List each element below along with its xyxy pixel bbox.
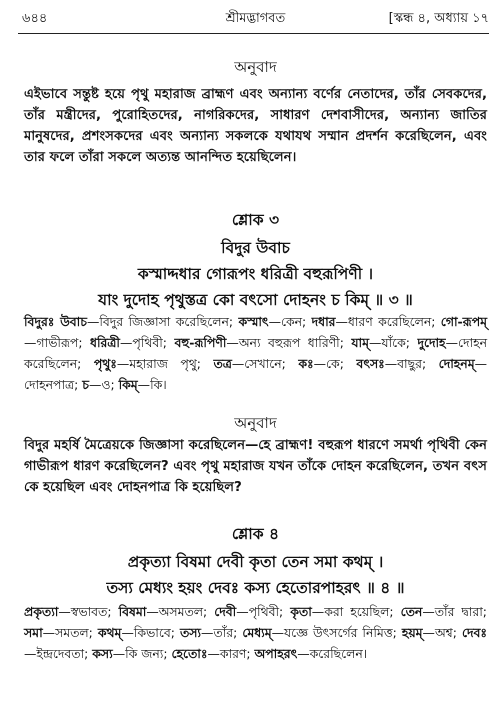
gloss-term: তেন	[400, 604, 423, 619]
gloss-term: দুদোহ	[417, 335, 446, 350]
sloka-verse	[24, 549, 487, 601]
sloka-3-block	[24, 208, 487, 313]
gloss-dash: —	[201, 625, 214, 640]
translation-paragraph-1: এইভাবে সন্তুষ্ট হয়ে পৃথু মহারাজ ব্রাহ্মণ এবং অন্যান্য বর্ণের নেতাদের, তাঁর সেবকদের, তাঁর মন্ত্রীদের, পুরোহিতদের, নাগরিকদের, সাধারণ দেশবাসীদের, অন্যান্য জাতির মানুষদের, প্রশংসকদের এবং অন্যান্য সকলকে যথাযথ সম্মান প্রদর্শন করেছিলেন, এবং তার ফলে তাঁরা সকলে অত্যন্ত আনন্দিত হয়েছিলেন।	[24, 87, 487, 165]
sloka-4-block	[24, 522, 487, 601]
gloss-meaning: অন্য বহুরূপ ধারিণী;	[238, 335, 352, 350]
gloss-term: গো-রূপম্	[440, 314, 487, 329]
gloss-dash: —	[42, 625, 56, 640]
gloss-term: দোহনম্	[438, 356, 475, 371]
gloss-dash: —	[311, 604, 325, 619]
gloss-dash: —	[422, 604, 435, 619]
gloss-term: বিদুরঃ উবাচ	[24, 314, 87, 329]
gloss-meaning: অশ্ব;	[434, 625, 462, 640]
gloss-dash: —	[24, 335, 37, 350]
gloss-meaning: পৃথিবী;	[248, 604, 291, 619]
translation-paragraph-2: বিদুর মহর্ষি মৈত্রেয়কে জিজ্ঞাসা করেছিলেন—হে ব্রাহ্মণ! বহুরূপ ধারণে সমর্থা পৃথিবী কেন গাভীরূপ ধারণ করেছিলেন? এবং পৃথু মহারাজ যখন তাঁকে দোহন করেছিলেন, তখন বৎস কে হয়েছিল এবং দোহনপাত্র কি হয়েছিল?	[24, 438, 487, 495]
gloss-meaning: দোহনপাত্র;	[24, 377, 83, 392]
gloss-meaning: বাছুর;	[397, 356, 439, 371]
translation-heading: অনুবাদ	[234, 414, 277, 432]
sloka-title: শ্লোক ৩	[231, 211, 280, 229]
gloss-term: ধরিত্রী	[90, 335, 120, 350]
gloss-meaning: ইন্দ্রদেবতা;	[36, 646, 93, 661]
gloss-term: তস্য	[179, 625, 202, 640]
gloss-dash: —	[268, 314, 281, 329]
translation-heading-1-block	[24, 56, 487, 81]
gloss-meaning: ও;	[101, 377, 119, 392]
gloss-dash: —	[58, 604, 71, 619]
verse-line: প্রকৃত্যা বিষমা দেবী কৃতা তেন সমা কথম্ ।	[127, 553, 384, 571]
gloss-meaning: ধারণ করেছিলেন;	[347, 314, 441, 329]
gloss-term: কথম্	[97, 625, 122, 640]
gloss-dash: —	[137, 377, 151, 392]
gloss-dash: —	[119, 335, 133, 350]
gloss-dash: —	[369, 335, 382, 350]
gloss-meaning: বিদুর জিজ্ঞাসা করেছিলেন;	[99, 314, 239, 329]
gloss-term: কস্য	[92, 646, 113, 661]
gloss-dash: —	[226, 335, 239, 350]
gloss-meaning: যজ্ঞে উৎসর্গের নিমিত্ত;	[284, 625, 402, 640]
gloss-meaning: মহারাজ পৃথু;	[129, 356, 214, 371]
gloss-dash: —	[207, 646, 220, 661]
gloss-dash: —	[271, 625, 285, 640]
gloss-term: কস্মাৎ	[238, 314, 269, 329]
gloss-meaning: করেছিলেন।	[309, 646, 368, 661]
verse-line: কস্মাদ্দধার গোরূপং ধরিত্রী বহুরূপিণী ।	[137, 265, 374, 283]
gloss-dash: —	[445, 335, 458, 350]
gloss-term: মেধ্যম্	[242, 625, 272, 640]
gloss-meaning: কারণ;	[219, 646, 255, 661]
gloss-meaning: পৃথিবী;	[132, 335, 175, 350]
gloss-term: যাম্	[351, 335, 369, 350]
page-number: ৬৪৪	[22, 11, 48, 26]
gloss-term: প্রকৃত্যা	[24, 604, 59, 619]
gloss-dash: —	[24, 646, 37, 661]
verse-line: বিদুর উবাচ	[221, 239, 290, 257]
gloss-dash: —	[474, 356, 487, 371]
gloss-meaning: তাঁর দ্বারা;	[434, 604, 487, 619]
gloss-term: পৃথুঃ	[93, 356, 117, 371]
gloss-term: দেবী	[214, 604, 237, 619]
gloss-dash: —	[313, 356, 326, 371]
gloss-meaning: গাভীরূপ;	[36, 335, 90, 350]
gloss-term: হেতোঃ	[171, 646, 208, 661]
gloss-meaning: স্বভাবত;	[70, 604, 119, 619]
gloss-term: কৃতা	[290, 604, 312, 619]
gloss-term: হয়ম্	[401, 625, 423, 640]
gloss-dash: —	[297, 646, 310, 661]
verse-line: তস্য মেধ্যং হয়ং দেবঃ কস্য হেতোরপাহরৎ ॥ ৪ ॥	[106, 579, 405, 597]
gloss-term: বৎসঃ	[356, 356, 385, 371]
gloss-term: সমা	[24, 625, 43, 640]
gloss-meaning: সেখানে;	[244, 356, 299, 371]
gloss-meaning: কি জন্য;	[125, 646, 172, 661]
gloss-dash: —	[422, 625, 435, 640]
gloss-term: তত্র	[213, 356, 232, 371]
chapter-reference: [স্কন্ধ ৪, অধ্যায় ১৭	[388, 11, 489, 26]
gloss-dash: —	[146, 604, 159, 619]
word-gloss-3	[24, 311, 487, 395]
header-rule	[18, 33, 489, 34]
verse-line: যাং দুদোহ পৃথুস্তত্র কো বৎসো দোহনং চ কিম্ ॥ ৩ ॥	[98, 291, 413, 309]
gloss-meaning: কেন;	[280, 314, 312, 329]
gloss-term: চ	[82, 377, 89, 392]
gloss-dash: —	[384, 356, 398, 371]
word-gloss-4	[24, 601, 487, 664]
page-header	[22, 8, 489, 30]
sloka-verse	[24, 235, 487, 313]
gloss-dash: —	[86, 314, 100, 329]
gloss-meaning: কে;	[326, 356, 357, 371]
gloss-dash: —	[335, 314, 348, 329]
gloss-dash: —	[88, 377, 102, 392]
translation-heading-2-block	[24, 412, 487, 437]
gloss-term: দেবঃ	[461, 625, 487, 640]
gloss-meaning: দোহন করেছিলেন;	[24, 335, 487, 371]
gloss-term: অপাহরৎ	[254, 646, 298, 661]
gloss-meaning: করা হয়েছিল;	[324, 604, 401, 619]
gloss-term: কঃ	[298, 356, 314, 371]
gloss-dash: —	[236, 604, 249, 619]
gloss-meaning: কিভাবে;	[133, 625, 180, 640]
book-title: শ্রীমদ্ভাগবত	[225, 11, 286, 26]
gloss-dash: —	[231, 356, 245, 371]
gloss-meaning: কি।	[150, 377, 167, 392]
gloss-dash: —	[121, 625, 134, 640]
gloss-meaning: যাঁকে;	[381, 335, 418, 350]
sloka-title: শ্লোক ৪	[231, 525, 280, 543]
gloss-term: কিম্	[118, 377, 138, 392]
gloss-term: বিষমা	[118, 604, 147, 619]
gloss-meaning: সমতল;	[55, 625, 98, 640]
gloss-dash: —	[112, 646, 126, 661]
gloss-meaning: তাঁর;	[213, 625, 243, 640]
translation-heading: অনুবাদ	[234, 58, 277, 76]
gloss-dash: —	[116, 356, 130, 371]
gloss-meaning: অসমতল;	[158, 604, 215, 619]
gloss-term: বহু-রূপিণী	[174, 335, 227, 350]
gloss-term: দধার	[311, 314, 336, 329]
